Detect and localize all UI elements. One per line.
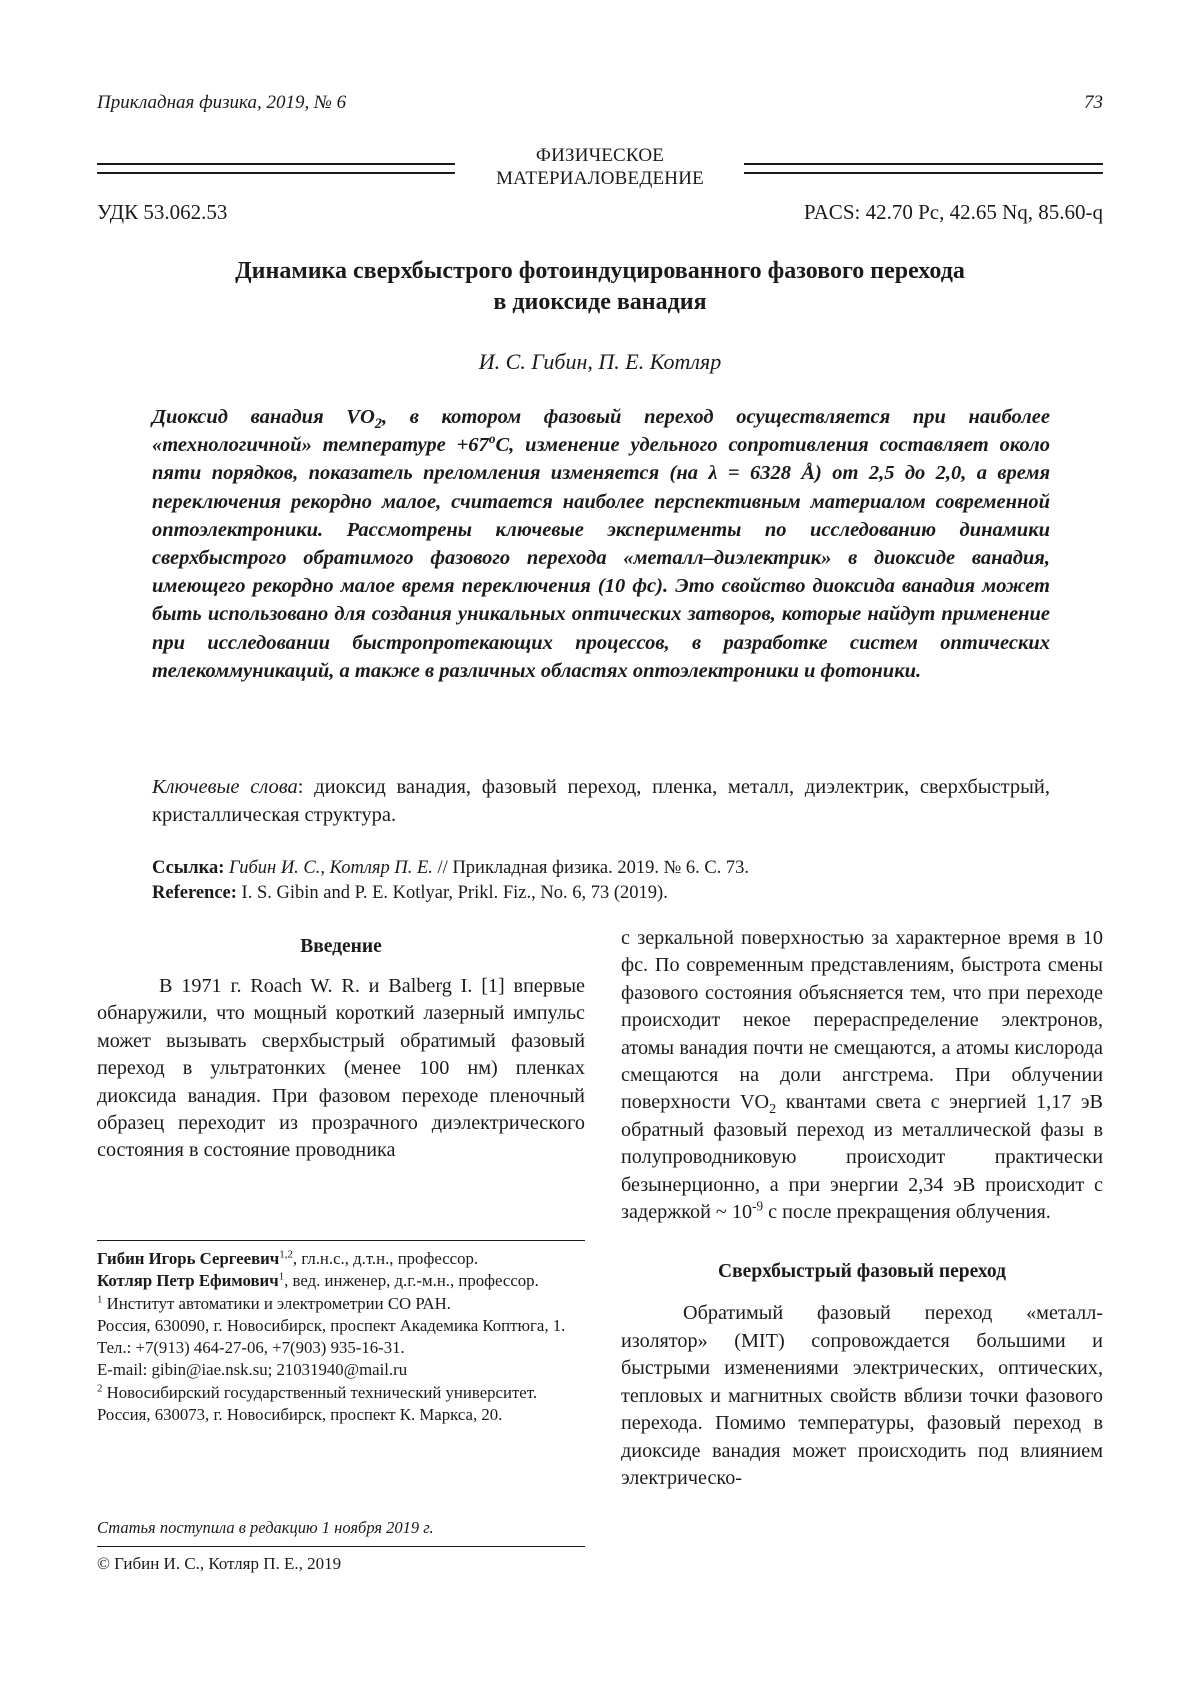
author2-name: Котляр Петр Ефимович (97, 1271, 279, 1291)
right-p1-sub: 2 (769, 1101, 777, 1118)
running-head: Прикладная физика, 2019, № 6 (97, 92, 347, 113)
abstract-part-2: , в котором фазовый переход осуществляется при наиболее «технологичной» температуре +67 (152, 406, 1051, 457)
page-number: 73 (1084, 92, 1103, 113)
footnote-affiliation-1 (97, 1293, 585, 1315)
section-rubric (97, 144, 1103, 190)
received-date: Статья поступила в редакцию 1 ноября 2019 г. (97, 1518, 434, 1537)
footnote-aff1-address: Россия, 630090, г. Новосибирск, проспект Академика Коптюга, 1. (97, 1315, 566, 1335)
author2-info: , вед. инженер, д.г.-м.н., профессор. (284, 1271, 539, 1291)
keywords (152, 773, 1050, 829)
aff2-name: Новосибирский государственный технический университет. (102, 1382, 538, 1402)
right-paragraph-1 (621, 925, 1103, 1226)
citation-ru-text: // Прикладная физика. 2019. № 6. С. 73. (432, 858, 750, 878)
right-p1-b: квантами света с энергией 1,17 эВ обратный фазовый переход из металлической фазы в полупроводниковую происходит практически безынерционно, а при энергии 2,34 эВ происходит с задержкой ~ 10 (621, 1091, 1103, 1224)
right-p1-a: с зеркальной поверхностью за характерное время в 10 фс. По современным представлениям, быстрота смены фазового состояния объясняется тем, что при переходе происходит некое перераспределение электронов, атомы ванадия почти не смещаются, а атомы кислорода смещаются на доли ангстрема. При облучении поверхности VO (621, 927, 1103, 1114)
copyright-rule (97, 1546, 585, 1547)
right-paragraph-2: Обратимый фазовый переход «металл-изолятор» (MIT) сопровождается большими и быстрыми изменениями электрических, оптических, тепловых и магнитных свойств вблизи точки фазового перехода. Помимо температуры, фазовый переход в диоксиде ванадия может происходить под влиянием электрическо- (621, 1302, 1103, 1489)
citation-en-label: Reference: (152, 883, 237, 903)
footnote-affiliation-2 (97, 1382, 585, 1404)
citation-en (152, 881, 1050, 906)
aff1-sup: 1 (97, 1293, 103, 1305)
intro-paragraph: В 1971 г. Roach W. R. и Balberg I. [1] впервые обнаружили, что мощный короткий лазерный импульс может вызывать сверхбыстрый обратимый фазовый переход в ультратонких (менее 100 нм) пленках диоксида ванадия. При фазовом переходе пленочный образец переходит из прозрачного диэлектрического состояния в состояние проводника (97, 975, 585, 1162)
keywords-text: : диоксид ванадия, фазовый переход, пленка, металл, диэлектрик, сверхбыстрый, кристаллическая структура. (152, 776, 1050, 826)
footnote-rule (97, 1240, 585, 1241)
title-line-1: Динамика сверхбыстрого фотоиндуцированного фазового перехода (235, 258, 965, 284)
rubric-line-1: ФИЗИЧЕСКОЕ (535, 145, 665, 166)
article-authors: И. С. Гибин, П. Е. Котляр (478, 349, 722, 374)
keywords-label: Ключевые слова (152, 776, 298, 798)
footnote-aff2-address: Россия, 630073, г. Новосибирск, проспект К. Маркса, 20. (97, 1405, 503, 1425)
pacs-codes: PACS: 42.70 Pc, 42.65 Nq, 85.60-q (803, 200, 1103, 224)
author1-info: , гл.н.с., д.т.н., профессор. (292, 1249, 479, 1268)
citation-block (152, 856, 1050, 906)
abstract-part-3: С, изменение удельного сопротивления составляет около пяти порядков, показатель преломления изменяется (на (152, 434, 1050, 485)
right-p1-sup: -9 (752, 1198, 764, 1214)
abstract-part-4: = 6328 Å) от 2,5 до 2,0, а время переключения рекордно малое, считается наиболее перспективным материалом современной оптоэлектроники. Рассмотрены ключевые эксперименты по исследованию динамики сверхбыстрого обратимого фазового перехода «металл–диэлектрик» в диоксиде ванадия, имеющего рекордно малое время переключения (10 фс). Это свойство диоксида ванадия может быть использовано для создания уникальных оптических затворов, которые найдут применение при исследовании быстропротекающих процессов, в разработке систем оптических телекоммуникаций, а также в различных областях оптоэлектроники и фотоники. (152, 462, 1050, 682)
citation-ru-authors: Гибин И. С., Котляр П. Е. (229, 858, 433, 878)
aff1-name: Институт автоматики и электрометрии СО РАН. (102, 1293, 451, 1313)
left-column (97, 935, 585, 1165)
footnote-email: E-mail: gibin@iae.nsk.su; 21031940@mail.ru (97, 1360, 408, 1380)
rubric-line-2: МАТЕРИАЛОВЕДЕНИЕ (496, 168, 704, 189)
title-line-2: в диоксиде ванадия (493, 289, 707, 315)
abstract-part-1: Диоксид ванадия VO (152, 406, 375, 428)
udk-code: УДК 53.062.53 (97, 200, 228, 224)
abstract-degree: o (488, 431, 496, 447)
author1-sup: 1,2 (279, 1248, 293, 1261)
right-column (621, 927, 1103, 1492)
intro-heading: Введение (300, 936, 382, 957)
article-title (97, 256, 1103, 318)
citation-en-text: I. S. Gibin and P. E. Kotlyar, Prikl. Fiz., No. 6, 73 (2019). (236, 883, 668, 903)
abstract-sub-2: 2 (374, 416, 382, 433)
author1-name: Гибин Игорь Сергеевич (97, 1249, 280, 1268)
section-heading-ultrafast: Сверхбыстрый фазовый переход (718, 1261, 1006, 1283)
author-footnote (97, 1248, 585, 1426)
aff2-sup: 2 (97, 1382, 103, 1395)
rubric-text (97, 144, 1103, 190)
citation-ru (152, 856, 1050, 881)
footnote-author-1 (97, 1248, 585, 1270)
abstract (152, 403, 1050, 685)
citation-ru-label: Ссылка: (152, 858, 225, 878)
footnote-author-2 (97, 1270, 585, 1292)
author2-sup: 1 (278, 1270, 285, 1283)
right-p1-c: с после прекращения облучения. (763, 1201, 1051, 1224)
footnote-phone: Тел.: +7(913) 464-27-06, +7(903) 935-16-31. (97, 1338, 405, 1358)
copyright: © Гибин И. С., Котляр П. Е., 2019 (97, 1554, 342, 1573)
abstract-lambda: λ (708, 462, 718, 485)
